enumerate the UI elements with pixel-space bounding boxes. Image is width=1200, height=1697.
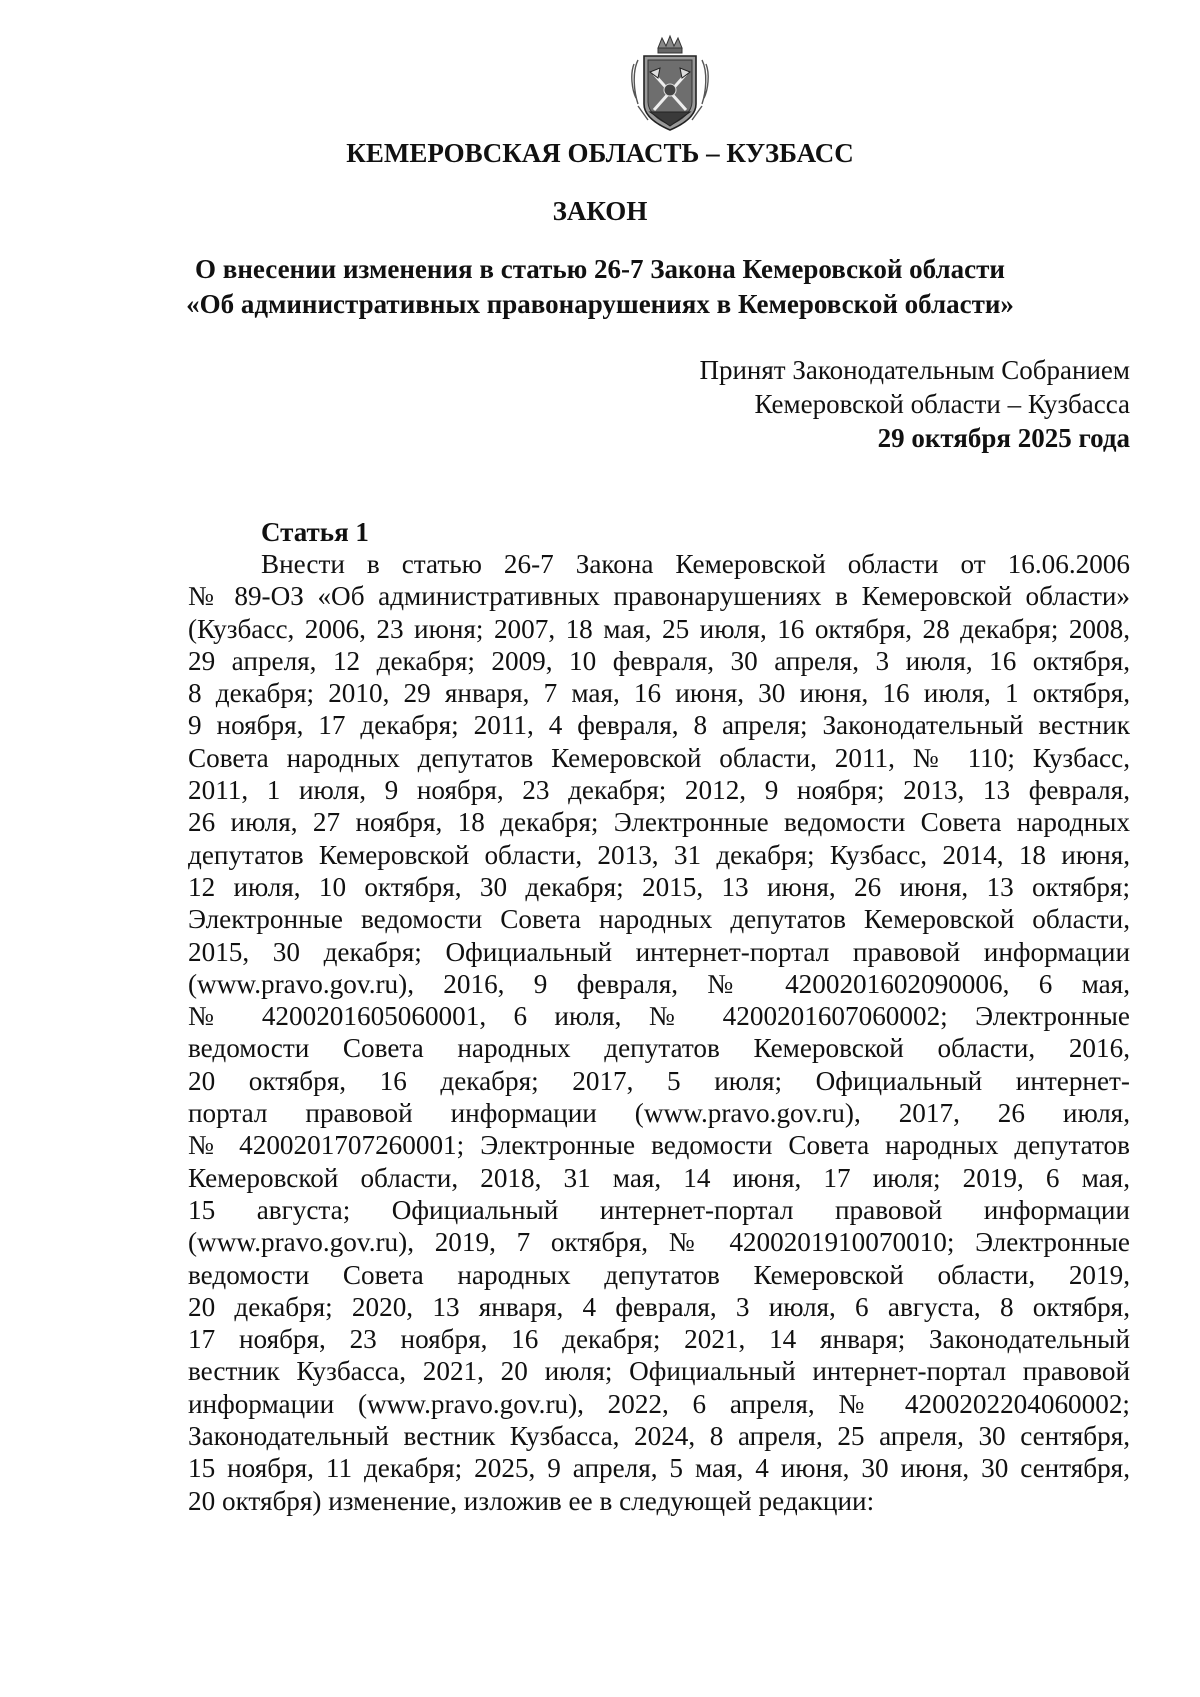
article-text-line: 26 июля, 27 ноября, 18 декабря; Электронные ведомости Совета народных (188, 807, 1130, 838)
article-text-line: Внести в статью 26-7 Закона Кемеровской области от 16.06.2006 (261, 549, 1130, 579)
adoption-date: 29 октября 2025 года (877, 423, 1130, 453)
article-text-line: Кемеровской области, 2018, 31 мая, 14 июня, 17 июля; 2019, 6 мая, (188, 1162, 1130, 1193)
article-text-line: 2015, 30 декабря; Официальный интернет-портал правовой информации (188, 936, 1130, 967)
article-text-line: 15 августа; Официальный интернет-портал правовой информации (188, 1194, 1130, 1225)
coat-of-arms-emblem (628, 34, 712, 134)
article-text-line: 9 ноября, 17 декабря; 2011, 4 февраля, 8 апреля; Законодательный вестник (188, 710, 1130, 741)
article-text-line: портал правовой информации (www.pravo.gov.ru), 2017, 26 июля, (188, 1098, 1130, 1129)
law-title (0, 252, 1200, 322)
article-text-line: 12 июля, 10 октября, 30 декабря; 2015, 13 июня, 26 июня, 13 октября; (188, 871, 1130, 902)
article-heading: Статья 1 (261, 517, 369, 547)
article-text-line: Совета народных депутатов Кемеровской области, 2011, № 110; Кузбасс, (188, 742, 1130, 773)
article-text-line: депутатов Кемеровской области, 2013, 31 декабря; Кузбасс, 2014, 18 июня, (188, 839, 1130, 870)
article-text-line: Электронные ведомости Совета народных депутатов Кемеровской области, (188, 904, 1130, 935)
article-text-line: (www.pravo.gov.ru), 2019, 7 октября, № 4200201910070010; Электронные (188, 1227, 1130, 1258)
article-text-line: 29 апреля, 12 декабря; 2009, 10 февраля, 30 апреля, 3 июля, 16 октября, (188, 645, 1130, 676)
article-text-line: № 4200201707260001; Электронные ведомости Совета народных депутатов (188, 1130, 1130, 1161)
article-text-line: (Кузбасс, 2006, 23 июня; 2007, 18 мая, 25 июля, 16 октября, 28 декабря; 2008, (188, 613, 1130, 644)
article-text-line: 2011, 1 июля, 9 ноября, 23 декабря; 2012, 9 ноября; 2013, 13 февраля, (188, 775, 1130, 806)
article-text-line: 8 декабря; 2010, 29 января, 7 мая, 16 июня, 30 июня, 16 июля, 1 октября, (188, 678, 1130, 709)
article-text-line: ведомости Совета народных депутатов Кемеровской области, 2019, (188, 1259, 1130, 1290)
document-type: ЗАКОН (552, 196, 648, 226)
article-text-line: 20 декабря; 2020, 13 января, 4 февраля, 3 июля, 6 августа, 8 октября, (188, 1291, 1130, 1322)
region-name: КЕМЕРОВСКАЯ ОБЛАСТЬ – КУЗБАСС (346, 138, 854, 168)
adoption-line: Принят Законодательным Собранием (699, 355, 1130, 385)
law-title-line: «Об административных правонарушениях в Кемеровской области» (186, 289, 1014, 319)
article-text-line: 15 ноября, 11 декабря; 2025, 9 апреля, 5 мая, 4 июня, 30 июня, 30 сентября, (188, 1453, 1130, 1484)
article-text-line: Законодательный вестник Кузбасса, 2024, 8 апреля, 25 апреля, 30 сентября, (188, 1421, 1130, 1452)
article-text-line: (www.pravo.gov.ru), 2016, 9 февраля, № 4200201602090006, 6 мая, (188, 968, 1130, 999)
article-text-line: № 4200201605060001, 6 июля, № 4200201607060002; Электронные (188, 1001, 1130, 1032)
article-text-line: № 89-ОЗ «Об административных правонарушениях в Кемеровской области» (188, 581, 1130, 612)
article-text-line: 20 октября) изменение, изложив ее в следующей редакции: (188, 1485, 875, 1516)
adoption-note (699, 353, 1130, 455)
article-text-line: информации (www.pravo.gov.ru), 2022, 6 апреля, № 4200202204060002; (188, 1388, 1130, 1419)
law-title-line: О внесении изменения в статью 26-7 Закона Кемеровской области (195, 254, 1005, 284)
adoption-line: Кемеровской области – Кузбасса (754, 389, 1130, 419)
article-text-line: 20 октября, 16 декабря; 2017, 5 июля; Официальный интернет- (188, 1065, 1130, 1096)
article-body (188, 548, 1130, 1517)
article-text-line: 17 ноября, 23 ноября, 16 декабря; 2021, 14 января; Законодательный (188, 1324, 1130, 1355)
article-text-line: ведомости Совета народных депутатов Кемеровской области, 2016, (188, 1033, 1130, 1064)
article-text-line: вестник Кузбасса, 2021, 20 июля; Официальный интернет-портал правовой (188, 1356, 1130, 1387)
